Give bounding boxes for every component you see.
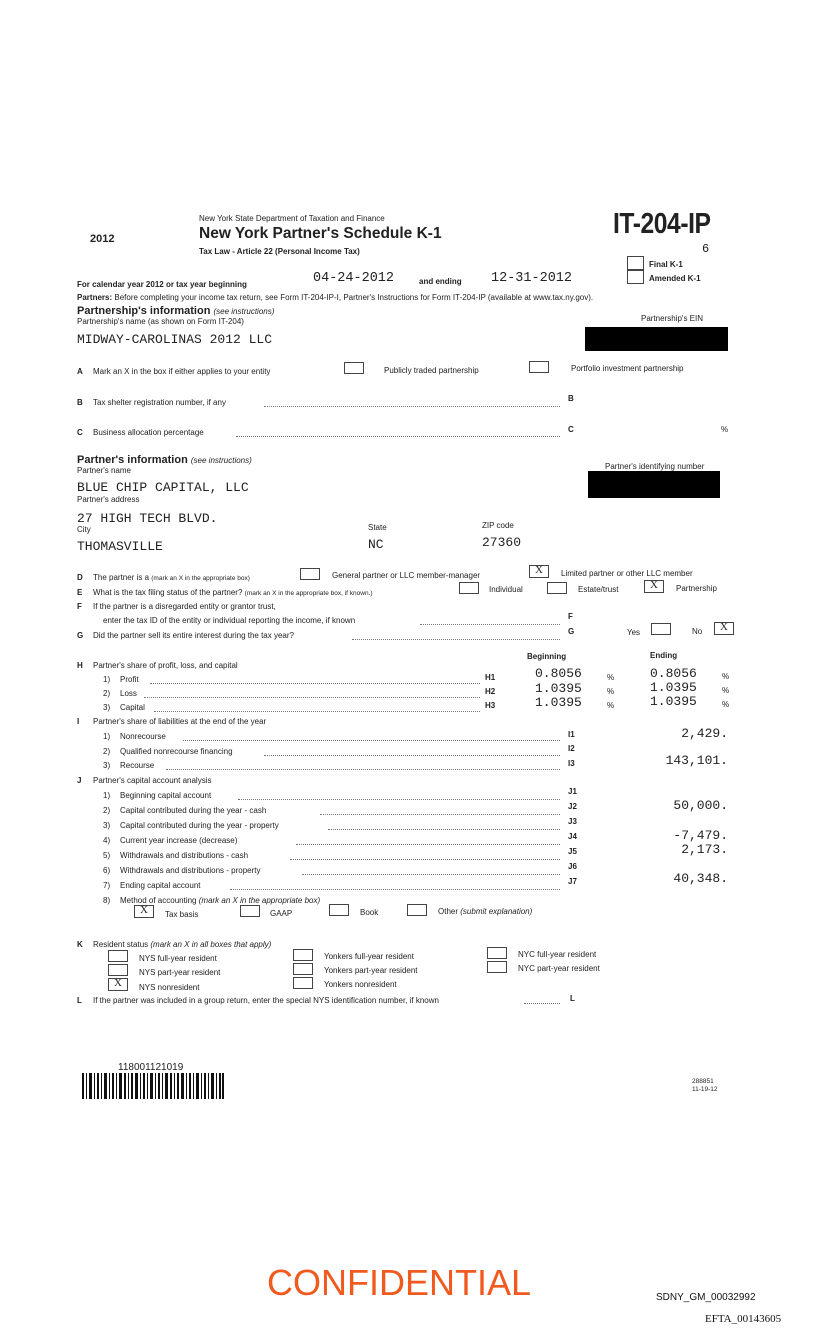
nys-full-year-checkbox[interactable]	[108, 950, 128, 962]
j6-label: Withdrawals and distributions - property	[120, 866, 261, 875]
nys-nonresident-label: NYS nonresident	[139, 983, 200, 992]
partnership-name-label: Partnership's name (as shown on Form IT-204)	[77, 317, 244, 326]
i1-code: I1	[568, 730, 575, 739]
line-l-letter: L	[77, 996, 82, 1005]
accounting-method-label	[120, 896, 320, 905]
pct: %	[722, 672, 730, 681]
form-revision-date: 11-19-12	[692, 1086, 718, 1093]
portfolio-investment-checkbox[interactable]	[529, 361, 549, 373]
general-partner-label: General partner or LLC member-manager	[332, 571, 481, 580]
other-checkbox[interactable]	[407, 904, 427, 916]
begin-date: 04-24-2012	[313, 271, 395, 286]
sold-no-checkbox[interactable]: X	[714, 622, 734, 635]
partnership-checkbox[interactable]: X	[644, 580, 664, 593]
yonkers-part-year-label: Yonkers part-year resident	[324, 966, 418, 975]
j7-value: 40,348.	[673, 871, 728, 886]
sold-yes-checkbox[interactable]	[651, 623, 671, 635]
line-f-text2: enter the tax ID of the entity or individual reporting the income, if known	[103, 616, 356, 625]
pct: %	[722, 686, 730, 695]
nyc-full-year-checkbox[interactable]	[487, 947, 507, 959]
line-f-code: F	[568, 612, 573, 621]
limited-partner-checkbox[interactable]: X	[529, 565, 549, 578]
j6-code: J6	[568, 862, 577, 871]
line-l-text: If the partner was included in a group return, enter the special NYS identification number, if known	[93, 996, 439, 1005]
tax-law: Tax Law - Article 22 (Personal Income Tax)	[199, 247, 360, 256]
partners-note-bold: Partners:	[77, 293, 113, 302]
k-note: (mark an X in all boxes that apply)	[150, 940, 272, 949]
estate-trust-label: Estate/trust	[578, 585, 619, 594]
general-partner-checkbox[interactable]	[300, 568, 320, 580]
limited-partner-label: Limited partner or other LLC member	[561, 569, 693, 578]
j5-label: Withdrawals and distributions - cash	[120, 851, 249, 860]
efta-bates-number: EFTA_00143605	[705, 1313, 782, 1325]
line-f-text1: If the partner is a disregarded entity or grantor trust,	[93, 602, 276, 611]
line-c-code: C	[568, 425, 574, 434]
nys-nonresident-checkbox[interactable]: X	[108, 978, 128, 991]
nonrecourse-value: 2,429.	[681, 726, 728, 741]
other-text: Other	[438, 907, 459, 916]
method-note: (mark an X in the appropriate box)	[198, 896, 321, 905]
recourse-label: Recourse	[120, 761, 155, 770]
line-a-text: Mark an X in the box if either applies to your entity	[93, 367, 271, 376]
line-g-letter: G	[77, 631, 84, 640]
partnership-name: MIDWAY-CAROLINAS 2012 LLC	[77, 332, 273, 347]
pct: %	[607, 701, 615, 710]
qualified-nonrecourse-label: Qualified nonrecourse financing	[120, 747, 233, 756]
beginning-header: Beginning	[527, 652, 567, 661]
j7-label: Ending capital account	[120, 881, 201, 890]
partnership-status-label: Partnership	[676, 584, 717, 593]
yonkers-nonresident-label: Yonkers nonresident	[324, 980, 397, 989]
j2-value: 50,000.	[673, 798, 728, 813]
gaap-label: GAAP	[270, 909, 293, 918]
line-g-code: G	[568, 627, 575, 636]
ending-header: Ending	[650, 651, 678, 660]
end-date: 12-31-2012	[491, 271, 573, 286]
amended-k1-checkbox[interactable]	[627, 270, 644, 284]
partner-address: 27 HIGH TECH BLVD.	[77, 511, 218, 526]
nys-part-year-label: NYS part-year resident	[139, 968, 221, 977]
loss-end: 1.0395	[650, 680, 697, 695]
city-label: City	[77, 525, 91, 534]
partner-id-label: Partner's identifying number	[605, 462, 705, 471]
row-num: 3)	[103, 703, 111, 712]
line-j-letter: J	[77, 776, 82, 785]
k-text: Resident status	[93, 940, 149, 949]
row-num: 6)	[103, 866, 111, 875]
line-c-percent: %	[721, 425, 729, 434]
tax-year: 2012	[90, 233, 115, 245]
line-b-code: B	[568, 394, 574, 403]
row-label: Profit	[120, 675, 139, 684]
pct: %	[607, 687, 615, 696]
row-code: H2	[485, 687, 496, 696]
partners-note	[77, 293, 593, 302]
partner-address-label: Partner's address	[77, 495, 140, 504]
line-f-letter: F	[77, 602, 82, 611]
line-e-main: What is the tax filing status of the partner?	[93, 588, 243, 597]
estate-trust-checkbox[interactable]	[547, 582, 567, 594]
line-b-letter: B	[77, 398, 83, 407]
partnership-heading-text: Partnership's information	[77, 305, 211, 317]
capital-end: 1.0395	[650, 694, 697, 709]
row-code: H3	[485, 701, 496, 710]
state-label: State	[368, 523, 387, 532]
row-num: 3)	[103, 761, 111, 770]
row-num: 1)	[103, 675, 111, 684]
pct: %	[607, 673, 615, 682]
j1-code: J1	[568, 787, 577, 796]
partners-note-text: Before completing your income tax return, see Form IT-204-IP-I, Partner's Instructions for Form IT-204-IP (available at www.tax.ny.gov).	[114, 293, 594, 302]
partnership-heading-note: (see instructions)	[213, 307, 275, 316]
j4-value: -7,479.	[673, 828, 728, 843]
tax-basis-checkbox[interactable]: X	[134, 905, 154, 918]
j7-code: J7	[568, 877, 577, 886]
line-i-letter: I	[77, 717, 80, 726]
row-num: 8)	[103, 896, 111, 905]
tax-basis-label: Tax basis	[165, 910, 199, 919]
nonrecourse-label: Nonrecourse	[120, 732, 166, 741]
ein-redaction	[585, 327, 728, 351]
loss-begin: 1.0395	[535, 681, 582, 696]
nys-full-year-label: NYS full-year resident	[139, 954, 217, 963]
book-checkbox[interactable]	[329, 904, 349, 916]
yes-label: Yes	[627, 628, 641, 637]
line-j-text: Partner's capital account analysis	[93, 776, 212, 785]
form-title: New York Partner's Schedule K-1	[199, 225, 442, 242]
calendar-year-label: For calendar year 2012 or tax year beginning	[77, 280, 247, 289]
yonkers-full-year-checkbox[interactable]	[293, 949, 313, 961]
nys-part-year-checkbox[interactable]	[108, 964, 128, 976]
j5-code: J5	[568, 847, 577, 856]
individual-checkbox[interactable]	[459, 582, 479, 594]
line-b-text: Tax shelter registration number, if any	[93, 398, 226, 407]
line-d-text	[93, 573, 250, 582]
row-num: 7)	[103, 881, 111, 890]
j4-label: Current year increase (decrease)	[120, 836, 238, 845]
form-id: IT-204-IP	[613, 208, 711, 240]
line-c-letter: C	[77, 428, 83, 437]
yonkers-full-year-label: Yonkers full-year resident	[324, 952, 414, 961]
capital-begin: 1.0395	[535, 695, 582, 710]
department-name: New York State Department of Taxation and Finance	[199, 214, 385, 223]
row-num: 1)	[103, 732, 111, 741]
line-a-letter: A	[77, 367, 83, 376]
individual-label: Individual	[489, 585, 523, 594]
final-k1-checkbox[interactable]	[627, 256, 644, 270]
partner-id-redaction	[588, 471, 720, 498]
line-k-text	[93, 940, 271, 949]
j2-label: Capital contributed during the year - cash	[120, 806, 267, 815]
j5-value: 2,173.	[681, 842, 728, 857]
profit-end: 0.8056	[650, 666, 697, 681]
final-k1-label: Final K-1	[649, 260, 683, 269]
and-ending-label: and ending	[419, 277, 462, 286]
row-num: 2)	[103, 806, 111, 815]
partner-zip: 27360	[482, 535, 522, 550]
partner-state: NC	[368, 537, 384, 552]
j2-code: J2	[568, 802, 577, 811]
other-label	[438, 907, 532, 916]
line-d-small: (mark an X in the appropriate box)	[151, 575, 250, 582]
row-num: 2)	[103, 747, 111, 756]
i2-code: I2	[568, 744, 575, 753]
line-g-text: Did the partner sell its entire interest during the tax year?	[93, 631, 294, 640]
portfolio-investment-label: Portfolio investment partnership	[571, 364, 684, 373]
row-label: Capital	[120, 703, 145, 712]
confidential-stamp: CONFIDENTIAL	[267, 1262, 532, 1303]
line-e-small: (mark an X in the appropriate box, if known.)	[244, 590, 373, 597]
barcode-number: 118001121019	[118, 1062, 184, 1073]
row-num: 4)	[103, 836, 111, 845]
line-e-text	[93, 588, 373, 597]
method-text: Method of accounting	[120, 896, 197, 905]
line-e-letter: E	[77, 588, 83, 597]
book-label: Book	[360, 908, 379, 917]
j1-label: Beginning capital account	[120, 791, 212, 800]
partnership-info-heading	[77, 305, 274, 317]
partnership-ein-label: Partnership's EIN	[641, 314, 703, 323]
nyc-full-year-label: NYC full-year resident	[518, 950, 597, 959]
i3-code: I3	[568, 759, 575, 768]
partner-info-heading	[77, 454, 252, 466]
partner-heading-text: Partner's information	[77, 454, 188, 466]
nyc-part-year-label: NYC part-year resident	[518, 964, 600, 973]
line-d-main: The partner is a	[93, 573, 150, 582]
amended-k1-label: Amended K-1	[649, 274, 701, 283]
row-num: 2)	[103, 689, 111, 698]
line-h-letter: H	[77, 661, 83, 670]
j3-label: Capital contributed during the year - property	[120, 821, 279, 830]
partner-name-label: Partner's name	[77, 466, 131, 475]
line-l-code: L	[570, 994, 575, 1003]
row-num: 5)	[103, 851, 111, 860]
no-label: No	[692, 627, 703, 636]
line-c-text: Business allocation percentage	[93, 428, 204, 437]
gaap-checkbox[interactable]	[240, 905, 260, 917]
yonkers-part-year-checkbox[interactable]	[293, 963, 313, 975]
profit-begin: 0.8056	[535, 666, 582, 681]
other-note: (submit explanation)	[460, 907, 533, 916]
recourse-value: 143,101.	[665, 753, 728, 768]
partner-name: BLUE CHIP CAPITAL, LLC	[77, 480, 249, 495]
sdny-bates-number: SDNY_GM_00032992	[656, 1292, 756, 1303]
pct: %	[722, 700, 730, 709]
j3-code: J3	[568, 817, 577, 826]
row-label: Loss	[120, 689, 137, 698]
line-h-text: Partner's share of profit, loss, and capital	[93, 661, 238, 670]
partner-city: THOMASVILLE	[77, 539, 163, 554]
zip-label: ZIP code	[482, 521, 514, 530]
row-num: 3)	[103, 821, 111, 830]
line-k-letter: K	[77, 940, 83, 949]
yonkers-nonresident-checkbox[interactable]	[293, 977, 313, 989]
barcode-icon	[82, 1073, 224, 1099]
line-i-text: Partner's share of liabilities at the end of the year	[93, 717, 267, 726]
row-num: 1)	[103, 791, 111, 800]
j4-code: J4	[568, 832, 577, 841]
publicly-traded-checkbox[interactable]	[344, 362, 364, 374]
form-code: 288851	[692, 1078, 714, 1085]
partner-heading-note: (see instructions)	[190, 456, 252, 465]
line-d-letter: D	[77, 573, 83, 582]
handwritten-page-number: 6	[702, 242, 710, 256]
publicly-traded-label: Publicly traded partnership	[384, 366, 479, 375]
row-code: H1	[485, 673, 496, 682]
nyc-part-year-checkbox[interactable]	[487, 961, 507, 973]
